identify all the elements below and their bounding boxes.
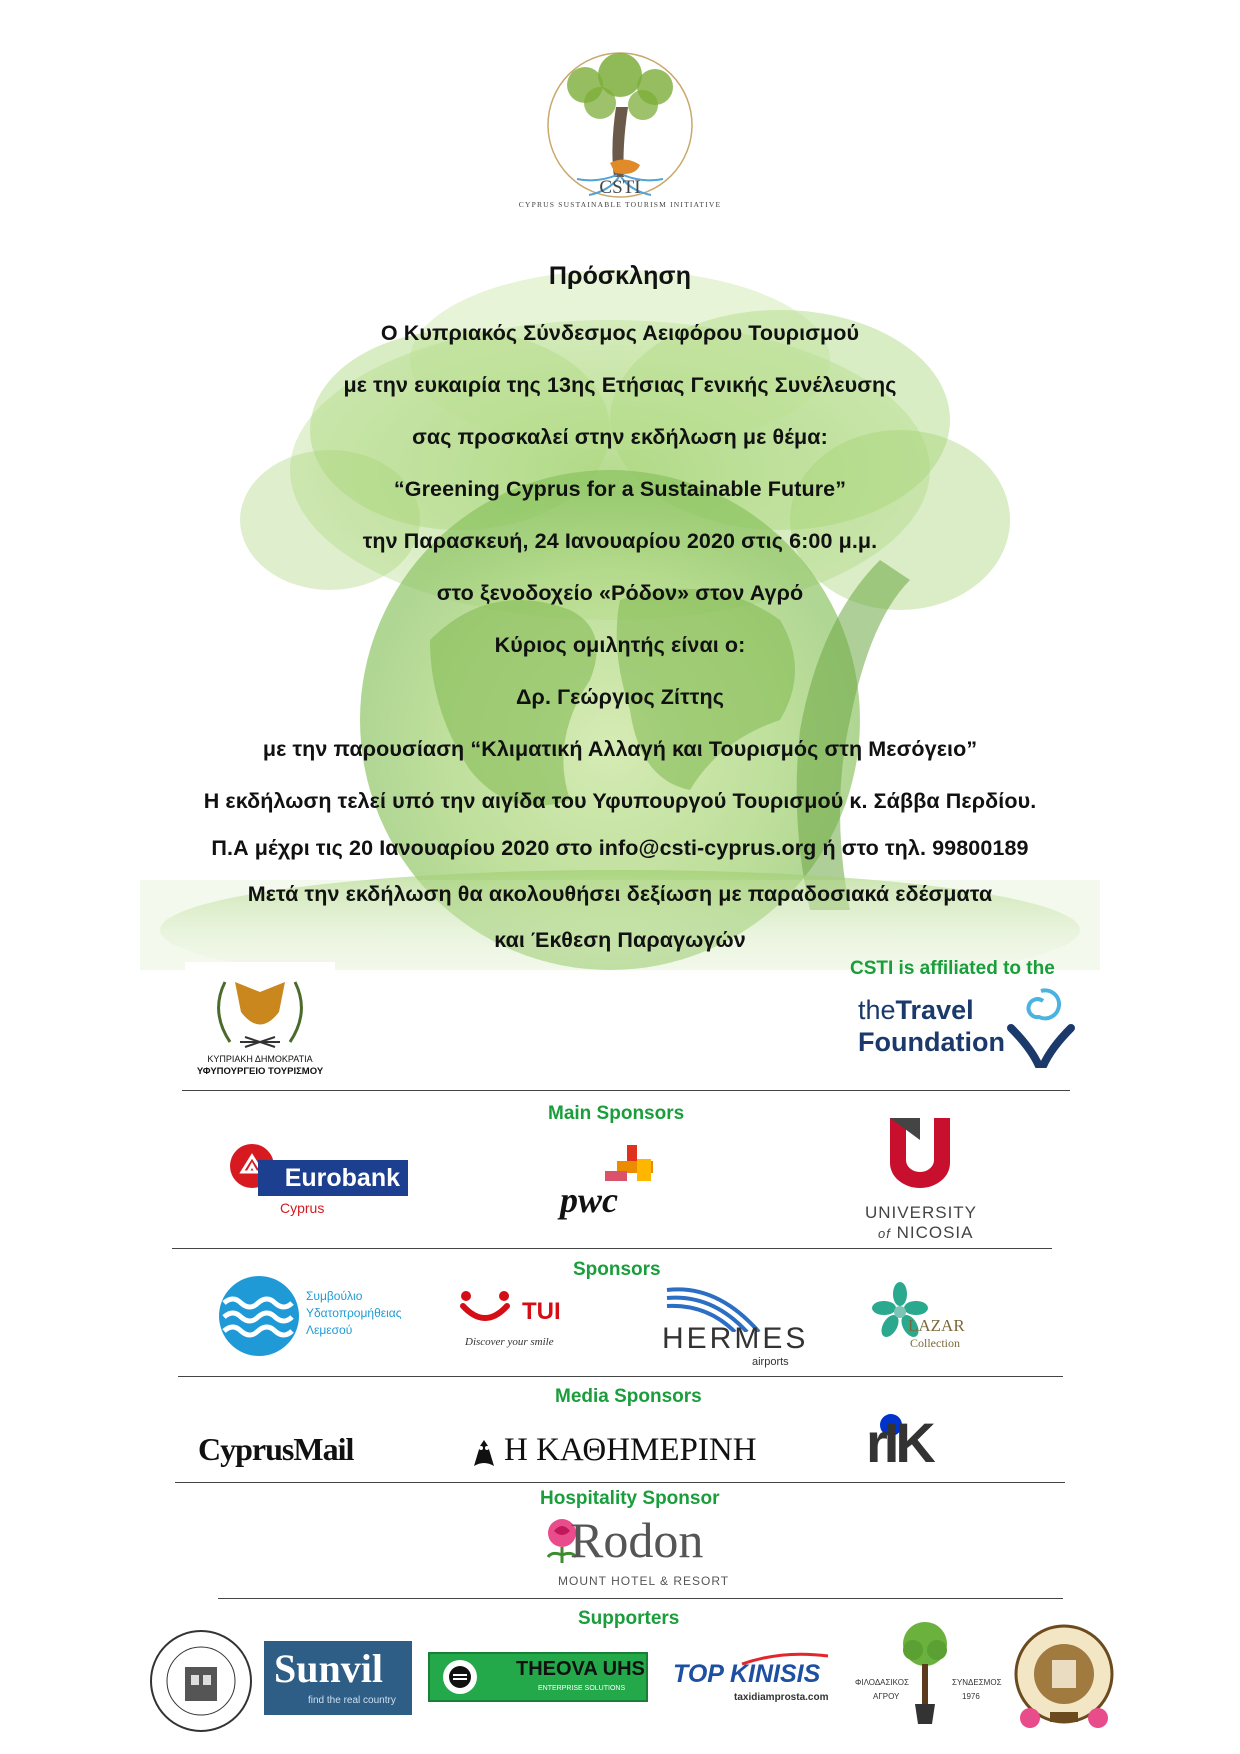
unic-mark-icon [885,1118,955,1188]
unic-of: of [878,1226,891,1241]
museum-mills-logo [147,1627,255,1735]
filodasikos-right: ΣΥΝΔΕΣΜΟΣ [952,1678,1002,1687]
section-divider [175,1482,1065,1483]
section-divider [182,1090,1070,1091]
cyprus-coat-of-arms-icon [185,962,335,1052]
sunvil-sub: find the real country [308,1695,396,1706]
filodasikos-left2: ΑΓΡΟΥ [873,1692,900,1701]
agros-community-council-logo [1010,1620,1118,1735]
theova-wordmark: THEOVA UHS [516,1658,645,1680]
theova-sub: ENTERPRISE SOLUTIONS [538,1685,626,1692]
tui-slogan: Discover your smile [465,1336,554,1348]
main-sponsors-heading: Main Sponsors [548,1103,685,1124]
rsvp-line: Π.Α μέχρι τις 20 Ιανουαρίου 2020 στο info@csti-cyprus.org ή στο τηλ. 99800189 [211,836,1029,860]
filodasikos-agrou-logo [855,1620,1002,1740]
pwc-logo [560,1145,670,1225]
section-divider [178,1376,1063,1377]
ministry-line2: ΥΦΥΠΟΥΡΓΕΙΟ ΤΟΥΡΙΣΜΟΥ [196,1066,324,1077]
rodon-hotel-logo [540,1513,730,1593]
university-of-nicosia-logo [860,1118,980,1246]
top-kinisis-sub: taxidiamprosta.com [734,1692,829,1703]
unic-line2: NICOSIA [896,1223,974,1242]
ministry-line1: ΚΥΠΡΙΑΚΗ ΔΗΜΟΚΡΑΤΙΑ [207,1054,313,1064]
hermes-sub: airports [752,1356,789,1368]
tui-wordmark: TUI [522,1298,561,1325]
filodasikos-left: ΦΙΛΟΔΑΣΙΚΟΣ [855,1678,909,1687]
sunvil-logo [264,1641,412,1715]
travel-foundation-travel: Travel [895,995,974,1025]
rodon-wordmark: Rodon [570,1512,704,1568]
sponsors-heading: Sponsors [573,1259,661,1280]
invitation-line: Ο Κυπριακός Σύνδεσμος Αειφόρου Τουρισμού [380,321,860,345]
rodon-sub: MOUNT HOTEL & RESORT [558,1574,730,1588]
water-board-line2: Υδατοπρομήθειας [306,1306,402,1320]
hermes-airports-logo [660,1286,820,1366]
kathimerini-owl-icon [470,1436,498,1470]
reception-line: και Έκθεση Παραγωγών [494,928,746,952]
travel-foundation-hands-icon [1006,983,1076,1068]
unic-line1: UNIVERSITY [865,1203,978,1222]
hermes-wordmark: HERMES [662,1322,809,1355]
lazar-line1: LAZAR [908,1316,965,1335]
supporters-heading: Supporters [578,1608,680,1629]
filodasikos-right2: 1976 [962,1692,980,1701]
tree-shovel-icon [895,1620,955,1730]
tui-logo [460,1290,580,1360]
pwc-wordmark: pwc [560,1180,618,1220]
rik-logo [866,1411,976,1474]
ministry-of-tourism-logo [185,962,335,1082]
museum-seal-icon [147,1627,255,1735]
invitation-title: Πρόσκληση [548,262,692,290]
eurobank-logo [230,1140,420,1220]
invitation-line: με την ευκαιρία της 13ης Ετήσιας Γενικής Συνέλευσης [343,373,897,397]
theova-uhs-logo [428,1652,648,1702]
invitation-line: σας προσκαλεί στην εκδήλωση με θέμα: [412,425,828,449]
event-venue: στο ξενοδοχείο «Ρόδον» στον Αγρό [436,581,804,605]
water-board-line3: Λεμεσού [306,1323,353,1337]
auspices-line: Η εκδήλωση τελεί υπό την αιγίδα του Υφυπουργού Τουρισμού κ. Σάββα Περδίου. [203,789,1037,813]
top-kinisis-logo [670,1652,840,1708]
top-kinisis-wordmark: TOP KINISIS [673,1660,821,1688]
event-theme: “Greening Cyprus for a Sustainable Future” [393,477,847,501]
csti-logo-text: CSTI [599,177,641,198]
cyprus-mail-logo: CyprusMail [198,1431,354,1467]
kathimerini-logo [470,1432,790,1476]
speaker-name: Δρ. Γεώργιος Ζίττης [515,685,725,709]
lazar-line2: Collection [910,1336,960,1350]
limassol-water-board-logo [218,1275,418,1357]
affiliation-heading: CSTI is affiliated to the [850,958,1055,979]
water-board-line1: Συμβούλιο [306,1289,363,1303]
swoosh-icon [740,1652,830,1666]
invitation-line: Κύριος ομιλητής είναι ο: [494,633,746,657]
theova-emblem-icon [440,1657,480,1697]
csti-logo [495,45,745,235]
council-seal-icon [1010,1620,1118,1735]
kathimerini-wordmark: Η ΚΑΘΗΜΕΡΙΝΗ [504,1432,757,1468]
event-date: την Παρασκευή, 24 Ιανουαρίου 2020 στις 6:00 μ.μ. [362,529,878,553]
travel-foundation-foundation: Foundation [858,1027,1005,1057]
water-waves-icon [218,1275,300,1357]
reception-line: Μετά την εκδήλωση θα ακολουθήσει δεξίωση με παραδοσιακά εδέσματα [247,882,993,906]
csti-logo-subtext: CYPRUS SUSTAINABLE TOURISM INITIATIVE [518,200,722,209]
presentation-title: με την παρουσίαση “Κλιματική Αλλαγή και Τουρισμός στη Μεσόγειο” [262,737,978,761]
travel-foundation-logo [858,985,1078,1075]
lazar-collection-logo [870,1282,980,1364]
media-sponsors-heading: Media Sponsors [555,1386,702,1407]
rik-wordmark: rIK [866,1411,932,1474]
sunvil-wordmark: Sunvil [274,1646,383,1691]
eurobank-sub: Cyprus [280,1200,325,1216]
eurobank-wordmark: Eurobank [258,1160,408,1196]
hospitality-sponsor-heading: Hospitality Sponsor [540,1488,720,1509]
section-divider [172,1248,1052,1249]
tui-smile-icon [460,1290,510,1326]
travel-foundation-the: the [858,995,896,1025]
section-divider [218,1598,1063,1599]
